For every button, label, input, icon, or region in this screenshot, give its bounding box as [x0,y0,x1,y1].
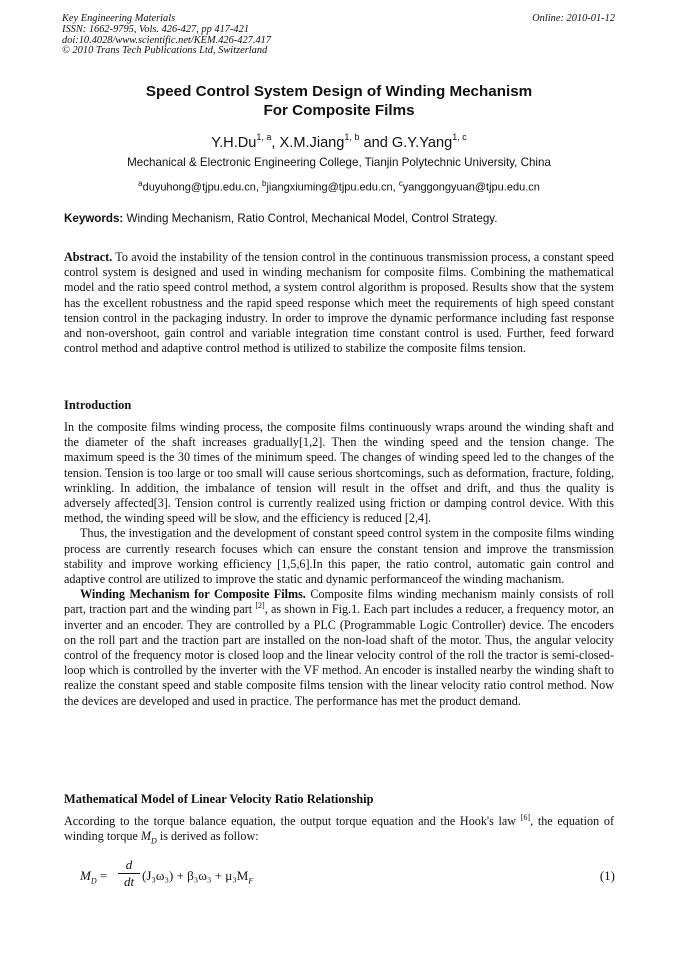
author-3: G.Y.Yang [391,134,453,151]
keywords-label: Keywords: [64,212,124,225]
citation-ref: [6] [520,812,531,822]
online-date: Online: 2010-01-12 [532,13,615,24]
fraction-denominator: dt [123,874,135,889]
author-list [60,129,618,152]
paper-title [60,82,618,120]
equation-lhs-var: M [80,868,91,883]
author-1-affil: 1, a [256,132,272,142]
email-b-marker: b [262,179,267,188]
email-c-marker: c [398,179,403,188]
math-model-heading: Mathematical Model of Linear Velocity Ratio Relationship [64,792,374,806]
issn-line: ISSN: 1662-9795, Vols. 426-427, pp 417-421 [62,23,250,35]
keywords-text: Winding Mechanism, Ratio Control, Mechanical Model, Control Strategy. [123,212,498,225]
math-model-body [64,814,614,849]
email-c: yanggongyuan@tjpu.edu.cn [402,181,540,194]
title-line-1: Speed Control System Design of Winding Mechanism [145,83,533,100]
affiliation: Mechanical & Electronic Engineering College, Tianjin Polytechnic University, China [127,156,551,169]
author-3-affil: 1, c [452,132,467,142]
math-paragraph-text: According to the torque balance equation, the output torque equation and the Hook's law [64,814,521,828]
email-a-marker: a [138,179,143,188]
introduction-heading: Introduction [64,398,132,412]
email-b: jiangxiuming@tjpu.edu.cn, [266,181,399,194]
author-separator: and [359,134,392,151]
equation-rhs-text: (J₃ω₃) + β₃ω₃ + μ₃M [142,868,249,883]
torque-variable: M [140,829,152,844]
author-1: Y.H.Du [211,134,257,151]
intro-paragraph-3-text: Composite films winding mechanism mainly consists of roll part, traction part and the winding part [64,587,614,617]
math-paragraph-text-end: is derived as follow: [156,829,259,844]
equals-sign: = [96,868,108,883]
equation-number: (1) [599,868,615,883]
doi-line: doi:10.4028/www.scientific.net/KEM.426-427.417 [62,34,272,46]
citation-ref: [2] [255,601,265,611]
introduction-body [64,420,614,709]
author-2: X.M.Jiang [279,134,345,151]
title-line-2: For Composite Films [263,102,415,119]
intro-paragraph-2: Thus, the investigation and the development of constant speed control system in the composite films winding process are currently research focuses which can ensure the constant tension and improve the transmission stability and improve working efficiency [1,5,6].In this paper, the ratio control, automatic gain control and adaptive control are utilized to improve the static and dynamic performanceof the winding machanism. [64,526,614,587]
journal-name: Key Engineering Materials [62,13,176,24]
math-paragraph-text-cont: , the equation of winding torque [64,814,614,844]
winding-mechanism-label: Winding Mechanism for Composite Films. [80,587,306,602]
intro-paragraph-1: In the composite films winding process, the composite films continuously wraps around the winding shaft and the diameter of the shaft increases gradually[1,2]. Then the winding speed and the tension change. The maximum speed is the 30 times of the minimum speed. The changes of winding speed led to the changes of the tension. Tension is too large or too small will cause serious shortcomings, such as deformation, fracture, folding, wrinkling. In addition, the imbalance of tension will result in the offset and drift, and thus the quality is adversely affected[3]. Tension control is currently realized using friction or damping control device. With this method, the winding speed will be slow, and the efficiency is reduced [2,4]. [64,420,614,526]
author-2-affil: 1, b [344,132,360,142]
author-separator: , [271,134,280,151]
email-list [60,177,618,195]
abstract [64,250,614,356]
fraction-numerator: d [125,857,133,872]
intro-paragraph-3 [64,587,614,709]
equation-lhs [80,868,107,886]
equation-lhs-sub: D [90,876,97,886]
keywords [64,212,616,226]
copyright-line: © 2010 Trans Tech Publications Ltd, Switzerland [62,45,268,57]
intro-paragraph-3-text-cont: , as shown in Fig.1. Each part includes a reducer, a frequency motor, an inverter and an encoder. They are controlled by a PLC (Programmable Logic Controller) device. The encoders on the roll part and the traction part are installed on the non-load shaft of the motor. Thus, the angular velocity control of the frequency motor is closed loop and the linear velocity control of the roll the tractor is semi-closed-loop which is controlled by the inverter with the VF method. An encoder is installed nearby the winding shaft to realize the constant speed and stable composite films tension with the linear velocity ratio control method. Now the devices are developed and used in practice. The performance has met the product demand. [64,602,614,708]
equation-1 [80,858,615,898]
email-a: duyuhong@tjpu.edu.cn, [142,181,262,194]
equation-rhs [142,868,253,886]
abstract-label: Abstract. [64,250,113,264]
abstract-text: To avoid the instability of the tension control in the continuous transmission process, a constant speed control system is designed and used in winding mechanism for composite films. Combining the mathematical model and the ratio speed control method, a system control algorithm is proposed. Results show that the system has the excellent robustness and the rapid speed response which meet the requirements of high speed constant tension control in the packaging industry. In order to improve the dynamic performance including fast response and non-overshoot, gain control and variable integration time constant control is used. Further, feed forward control method and adaptive control method is utilized to stabilize the composite films tension. [64,250,614,356]
derivative-fraction [118,858,140,889]
equation-rhs-sub: F [248,876,254,886]
torque-variable-sub: D [151,836,157,846]
journal-header [62,14,271,57]
